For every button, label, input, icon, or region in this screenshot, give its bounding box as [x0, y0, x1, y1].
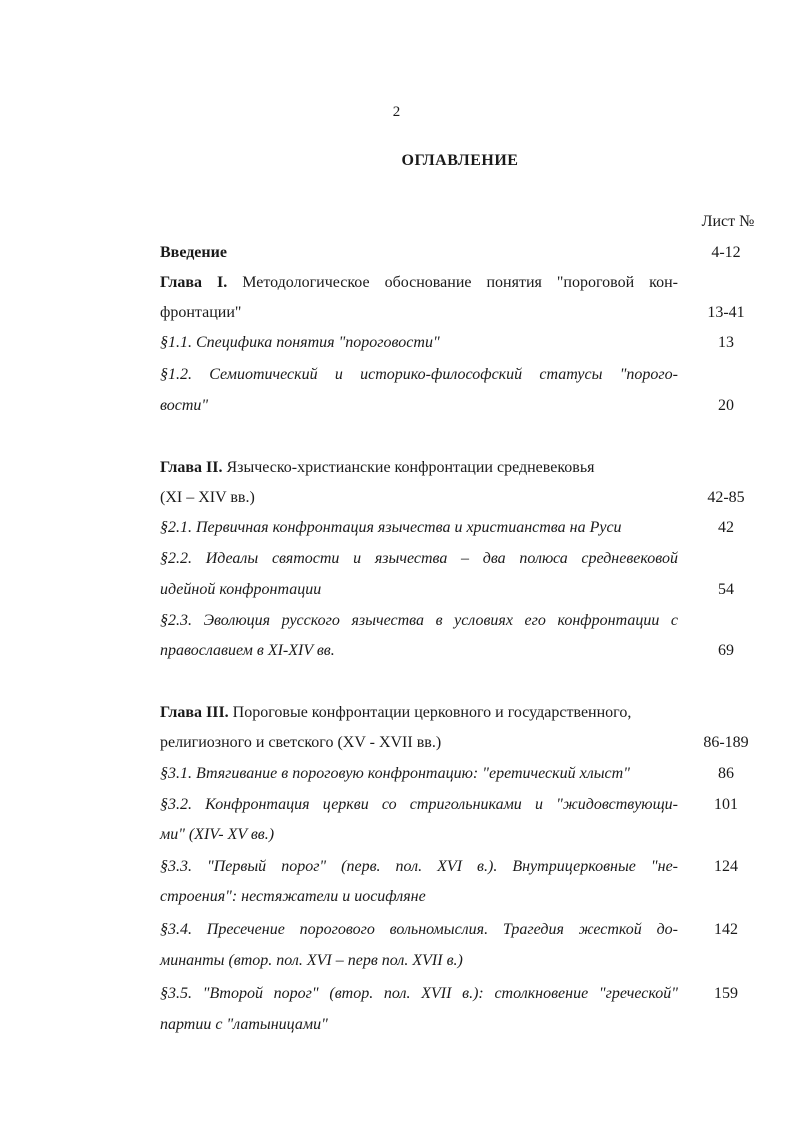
- section-3-4: §3.4. Пресечение порогового вольномыслия. Трагедия жесткой до-: [160, 921, 678, 938]
- section-1-1: §1.1. Специфика понятия "пороговости": [160, 334, 440, 351]
- chapter-2-page: 42-85: [707, 489, 745, 506]
- section-3-4-page: 142: [714, 921, 738, 938]
- section-3-1: §3.1. Втягивание в пороговую конфронтацию: "еретический хлыст": [160, 765, 630, 782]
- section-3-2-page: 101: [714, 796, 738, 813]
- section-1-2-cont: вости": [160, 397, 209, 414]
- page-column-header: Лист №: [701, 213, 755, 230]
- section-3-5-page: 159: [714, 985, 738, 1002]
- section-3-5-cont: партии с "латыницами": [160, 1016, 328, 1033]
- page-number: 2: [392, 104, 401, 120]
- section-3-4-cont: минанты (втор. пол. XVI – перв пол. XVII в.): [160, 952, 463, 969]
- section-2-3-page: 69: [718, 642, 734, 659]
- section-2-1-page: 42: [718, 519, 734, 536]
- chapter-1-title-cont: фронтации": [160, 304, 242, 321]
- section-3-2: §3.2. Конфронтация церкви со стригольниками и "жидовствующи-: [160, 796, 678, 813]
- section-1-2-page: 20: [718, 397, 734, 414]
- chapter-3-title: Глава III. Пороговые конфронтации церковного и государственного,: [160, 704, 632, 721]
- chapter-3-page: 86-189: [703, 734, 749, 751]
- section-2-3: §2.3. Эволюция русского язычества в условиях его конфронтации с: [160, 612, 678, 629]
- section-3-3: §3.3. "Первый порог" (перв. пол. XVI в.). Внутрицерковные "не-: [160, 858, 678, 875]
- chapter-1-page: 13-41: [707, 304, 745, 321]
- section-1-1-page: 13: [718, 334, 734, 351]
- section-2-3-cont: православием в XI-XIV вв.: [160, 642, 335, 659]
- page-title: ОГЛАВЛЕНИЕ: [401, 152, 519, 169]
- toc-intro-page: 4-12: [711, 244, 741, 261]
- chapter-3-title-cont: религиозного и светского (XV - XVII вв.): [160, 734, 442, 751]
- section-2-2-cont: идейной конфронтации: [160, 581, 322, 598]
- section-3-5: §3.5. "Второй порог" (втор. пол. XVII в.): столкновение "греческой": [160, 985, 678, 1002]
- section-3-2-cont: ми" (XIV- XV вв.): [160, 826, 275, 843]
- section-3-1-page: 86: [718, 765, 734, 782]
- chapter-2-title-cont: (XI – XIV вв.): [160, 489, 255, 506]
- section-2-2-page: 54: [718, 581, 734, 598]
- toc-intro-label: Введение: [160, 244, 227, 261]
- section-1-2: §1.2. Семиотический и историко-философский статусы "порого-: [160, 366, 678, 383]
- section-3-3-cont: строения": нестяжатели и иосифляне: [160, 888, 426, 905]
- section-2-2: §2.2. Идеалы святости и язычества – два полюса средневековой: [160, 550, 678, 567]
- section-3-3-page: 124: [714, 858, 738, 875]
- chapter-2-title: Глава II. Языческо-христианские конфронтации средневековья: [160, 459, 595, 476]
- chapter-1-title: Глава I. Методологическое обоснование понятия "пороговой кон-: [160, 274, 678, 291]
- section-2-1: §2.1. Первичная конфронтация язычества и христианства на Руси: [160, 519, 622, 536]
